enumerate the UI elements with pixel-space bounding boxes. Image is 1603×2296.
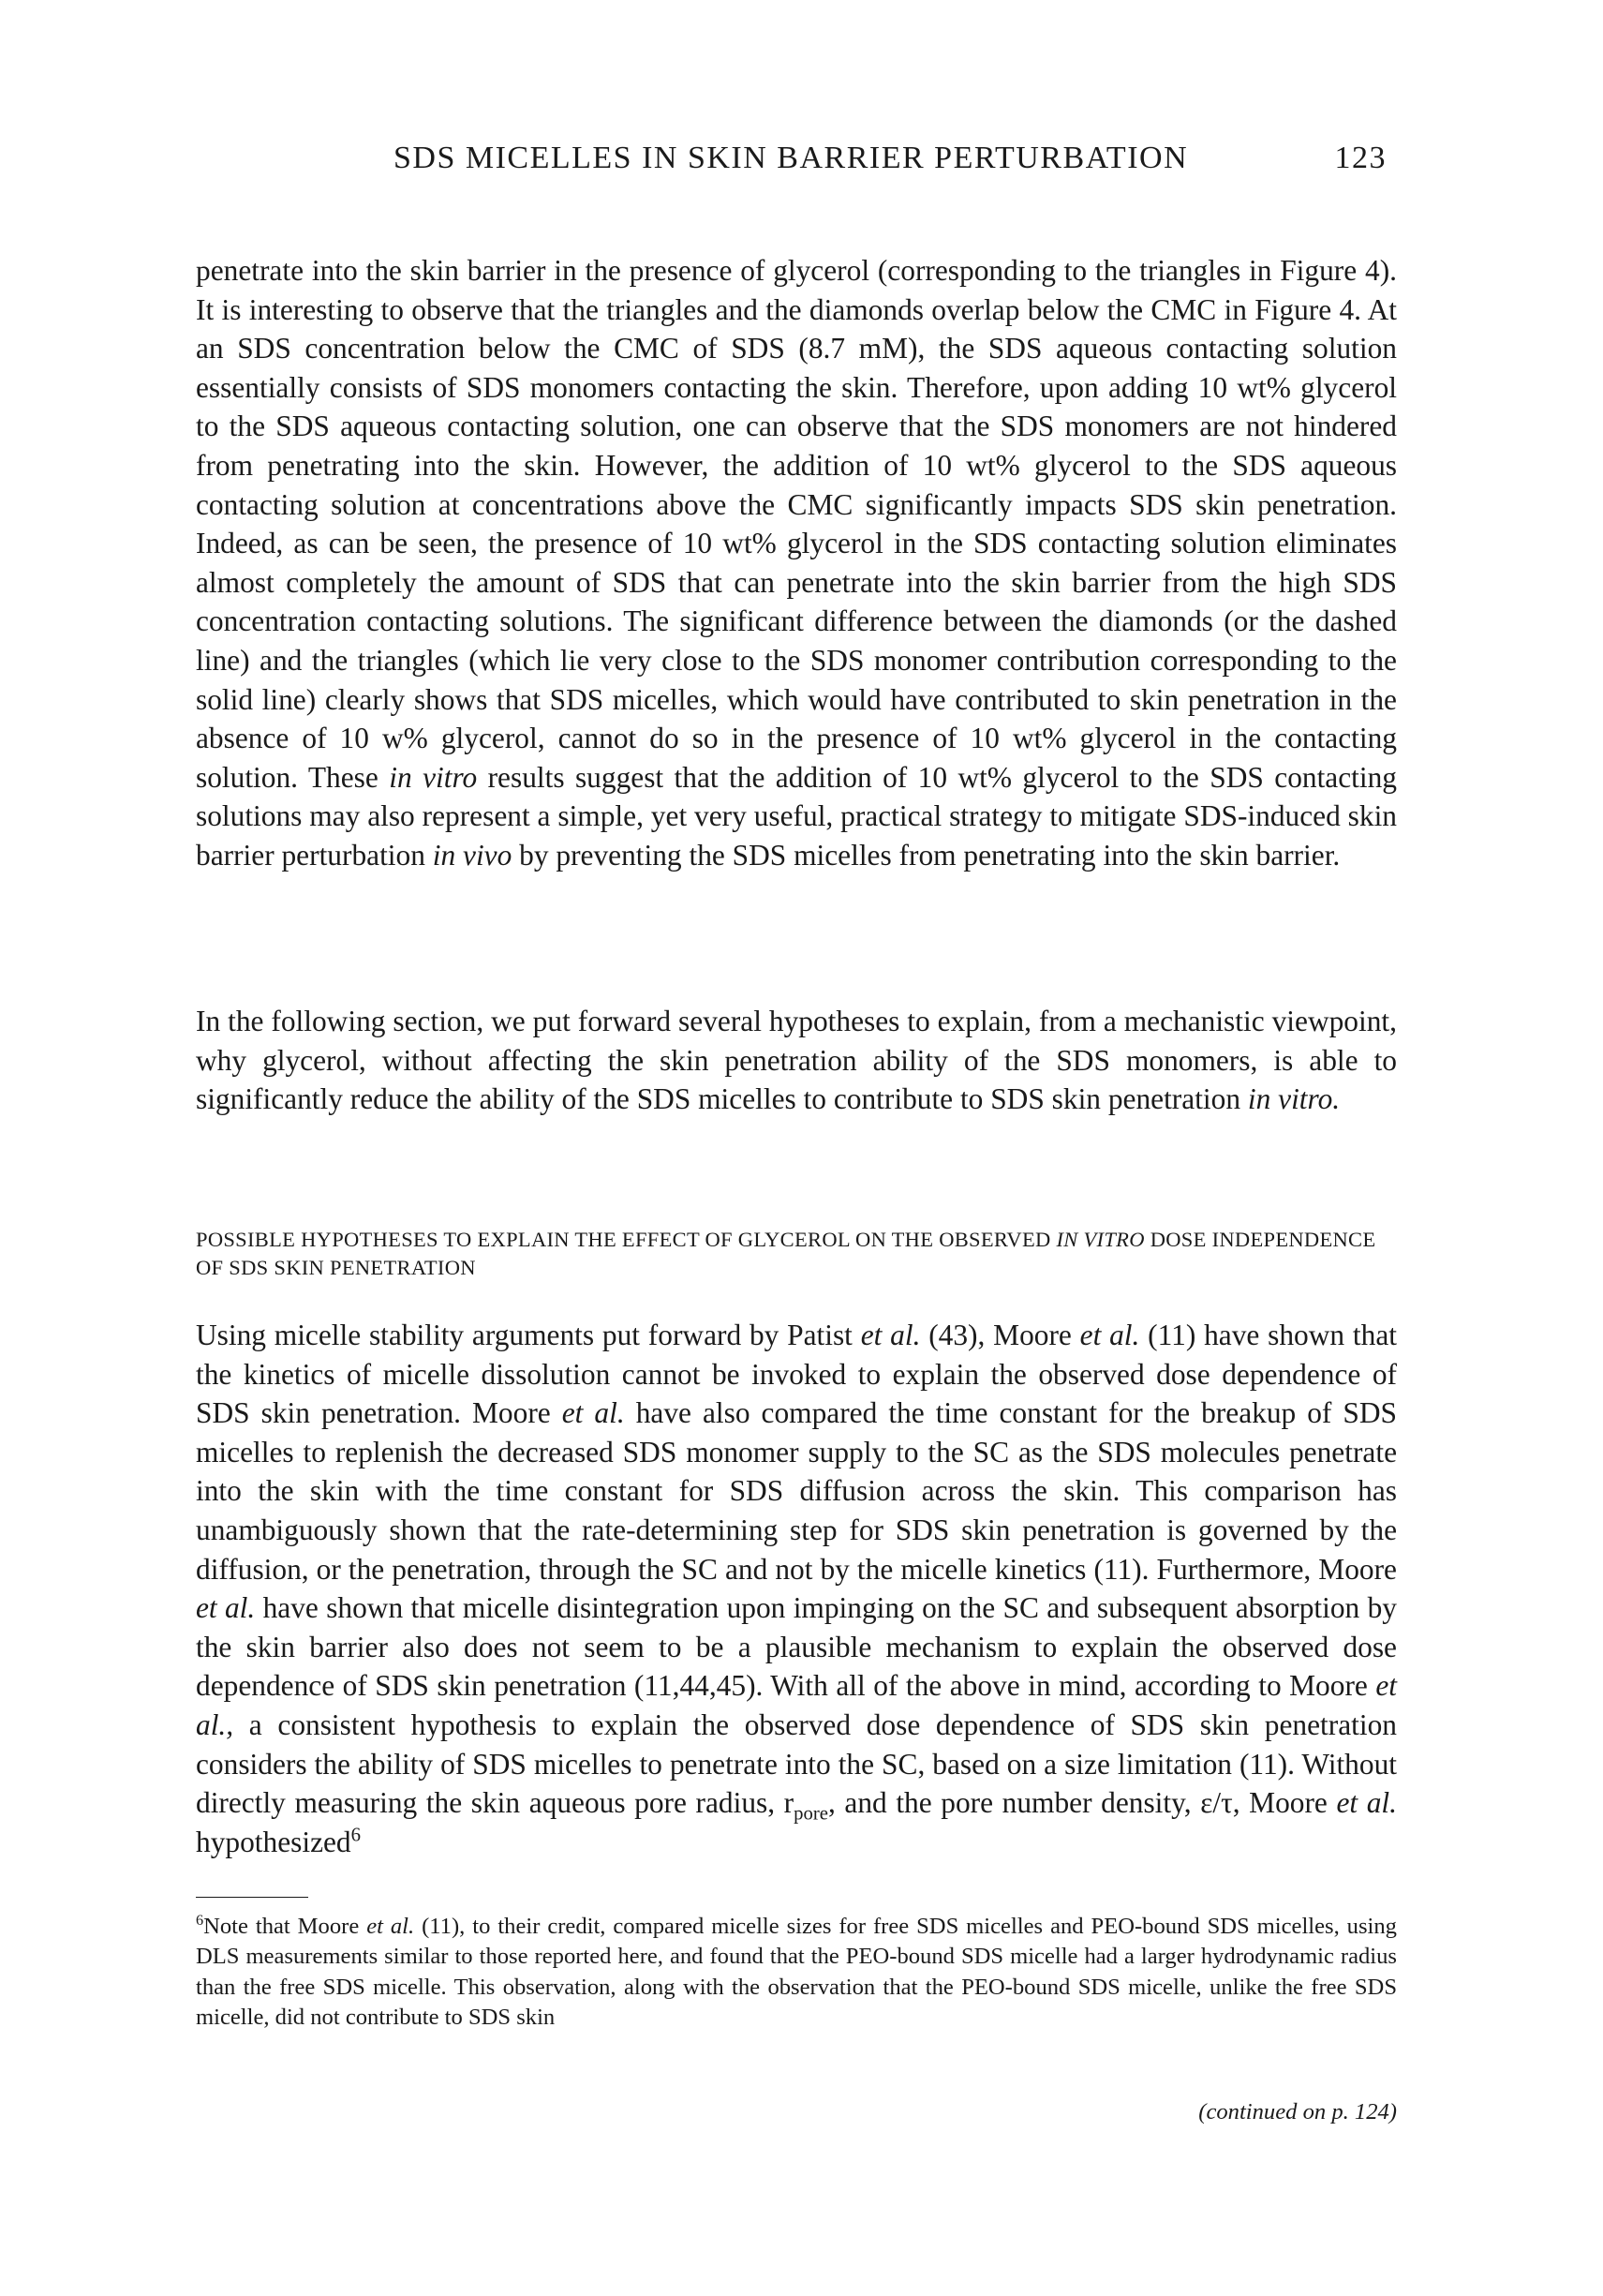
section-heading [196,1226,1397,1282]
footnote [196,1912,1397,2033]
italic-run: in vitro [389,760,478,794]
footnote-italic-run: et al. [366,1914,415,1939]
italic-run: et al., [196,1669,1397,1741]
text-run: have also compared the time constant for the breakup of SDS micelles to replenish the decreased SDS monomer supply to the SC as the SDS molecules penetrate into the skin with the time constant for SDS diffusion across the skin. This comparison has unambiguously shown that the rate-determining step for SDS skin penetration is governed by the diffusion, or the penetration, through the SC and not by the micelle kinetics (11). Furthermore, Moore [196,1396,1397,1586]
running-head [393,141,1387,182]
text-run: (43), Moore [920,1319,1080,1351]
text-run: In the following section, we put forward several hypotheses to explain, from a mechanistic viewpoint, why glycerol, without affecting the skin penetration ability of the SDS monomers, is able to significantly reduce the ability of the SDS micelles to contribute to SDS skin penetration [196,1005,1397,1116]
paragraph-micelle-stability [196,1316,1397,1861]
continued-note: (continued on p. 124) [1198,2099,1397,2125]
page-number: 123 [1334,141,1387,175]
text-run: penetrate into the skin barrier in the presence of glycerol (corresponding to the triangles in Figure 4). It is interesting to observe that the triangles and the diamonds overlap below the CMC in Figure 4. At an SDS concentration below the CMC of SDS (8.7 mM), the SDS aqueous contacting solution essentially consists of SDS monomers contacting the skin. Therefore, upon adding 10 wt% glycerol to the SDS aqueous contacting solution, one can observe that the SDS monomers are not hindered from penetrating into the skin. However, the addition of 10 wt% glycerol to the SDS aqueous contacting solution at concentrations above the CMC significantly impacts SDS skin penetration. Indeed, as can be seen, the presence of 10 wt% glycerol in the SDS contacting solution eliminates almost completely the amount of SDS that can penetrate into the skin barrier from the high SDS concentration contacting solutions. The significant difference between the diamonds (or the dashed line) and the triangles (which lie very close to the SDS monomer contribution corresponding to the solid line) clearly shows that SDS micelles, which would have contributed to skin penetration in the absence of 10 w% glycerol, cannot do so in the presence of 10 wt% glycerol in the contacting solution. These [196,254,1397,794]
text-run: results suggest that the addition of 10 wt% glycerol to the SDS contacting solutions may also represent a simple, yet very useful, practical strategy to mitigate SDS-induced skin barrier perturbation [196,760,1398,872]
footnote-divider [196,1897,308,1898]
italic-run: et al. [860,1319,921,1351]
running-title: SDS MICELLES IN SKIN BARRIER PERTURBATION [393,141,1189,175]
italic-run: et al. [196,1591,256,1625]
text-run: hypothesized [196,1825,351,1858]
text-run: (11) have shown that the kinetics of micelle dissolution cannot be invoked to explain the observed dose dependence of SDS skin penetration. Moore [196,1319,1397,1430]
italic-run: et al. [561,1396,625,1430]
italic-run: et al. [1079,1319,1140,1351]
paragraph-glycerol-triangles [196,251,1397,875]
text-run: , and the pore number density, ε/τ, Moore [827,1786,1337,1820]
footnote-marker: 6 [196,1911,204,1929]
italic-run: in vivo [432,838,512,872]
paragraph-following-section [196,1002,1397,1119]
footnote-reference[interactable]: 6 [350,1825,361,1846]
heading-italic-run: IN VITRO [1056,1228,1145,1251]
italic-run: in vitro. [1247,1082,1341,1116]
subscript-pore: pore [794,1803,828,1825]
text-run: a consistent hypothesis to explain the observed dose dependence of SDS skin penetration considers the ability of SDS micelles to penetrate into the SC, based on a size limitation (11). Without directly measuring the skin aqueous pore radius, r [196,1707,1397,1820]
text-run: by preventing the SDS micelles from penetrating into the skin barrier. [512,838,1341,872]
text-run: have shown that micelle disintegration upon impinging on the SC and subsequent absorption by the skin barrier also does not seem to be a plausible mechanism to explain the observed dose dependence of SDS skin penetration (11,44,45). With all of the above in mind, according to Moore [196,1591,1397,1703]
footnote-run: (11), to their credit, compared micelle sizes for free SDS micelles and PEO-bound SDS micelles, using DLS measurements similar to those reported here, and found that the PEO-bound SDS micelle had a larger hydrodynamic radius than the free SDS micelle. This observation, along with the observation that the PEO-bound SDS micelle, unlike the free SDS micelle, did not contribute to SDS skin [196,1914,1397,2030]
heading-run: DOSE INDEPENDENCE OF SDS SKIN PENETRATION [196,1228,1376,1279]
heading-run: POSSIBLE HYPOTHESES TO EXPLAIN THE EFFECT OF GLYCEROL ON THE OBSERVED [196,1228,1057,1251]
text-run: Using micelle stability arguments put forward by Patist [196,1319,861,1351]
italic-run: et al. [1336,1786,1397,1820]
footnote-run: Note that Moore [203,1914,367,1939]
